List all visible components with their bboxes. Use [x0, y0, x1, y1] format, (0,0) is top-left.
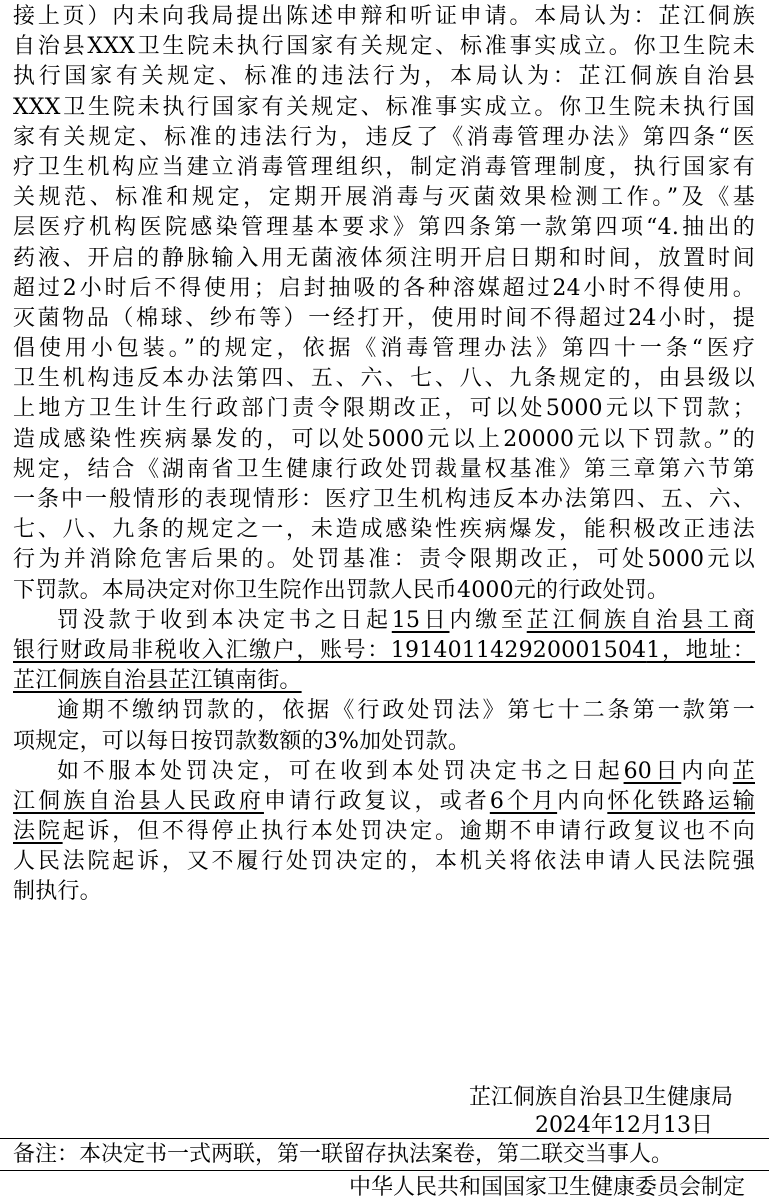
- appeal-government: 江侗族自治县人民政府: [13, 788, 264, 814]
- payment-line: 罚没款于收到本决定书之日起15日内缴至芷江侗族自治县工商: [57, 607, 755, 633]
- appeal-court: 怀化铁路运输: [607, 788, 755, 814]
- appeal-line: 江侗族自治县人民政府申请行政复议，或者6个月内向怀化铁路运输: [13, 788, 755, 814]
- body-line: 造成感染性疾病暴发的，可以处5000元以上20000元以下罚款。”的: [13, 426, 755, 452]
- body-line: 倡使用小包装。”的规定，依据《消毒管理办法》第四十一条“医疗: [13, 336, 755, 362]
- payment-deadline: 15日: [391, 607, 450, 633]
- late-fee-line: 项规定，可以每日按罚款数额的3%加处罚款。: [13, 728, 471, 754]
- body-line: 卫生机构违反本办法第四、五、六、七、八、九条规定的，由县级以: [13, 366, 755, 392]
- decision-body: [13, 2, 755, 908]
- issuing-authority: 芷江侗族自治县卫生健康局: [468, 1085, 733, 1110]
- body-line: 疗卫生机构应当建立消毒管理组织，制定消毒管理制度，执行国家有: [13, 154, 755, 180]
- divider: [0, 1138, 769, 1139]
- appeal-line: 制执行。: [13, 879, 102, 905]
- body-line: 层医疗机构医院感染管理基本要求》第四条第一款第四项“4.抽出的: [13, 215, 755, 241]
- payment-address: 芷江侗族自治县芷江镇南街。: [13, 668, 302, 694]
- remark-note: 备注：本决定书一式两联，第一联留存执法案卷，第二联交当事人。: [13, 1142, 674, 1167]
- payment-line: [13, 666, 755, 696]
- body-line: 药液、开启的静脉输入用无菌液体须注明开启日期和时间，放置时间: [13, 245, 755, 271]
- appeal-line: 法院起诉，但不得停止执行本处罚决定。逾期不申请行政复议也不向: [13, 819, 755, 845]
- body-line: 灭菌物品（棉球、纱布等）一经打开，使用时间不得超过24小时，提: [13, 305, 755, 331]
- body-line: 七、八、九条的规定之一，未造成感染性疾病爆发，能积极改正违法: [13, 517, 755, 543]
- payment-bank: 芷江侗族自治县工商: [526, 607, 755, 633]
- body-line: 一条中一般情形的表现情形：医疗卫生机构违反本办法第四、五、六、: [13, 487, 755, 512]
- form-maker: 中华人民共和国国家卫生健康委员会制定: [348, 1175, 745, 1200]
- body-line: 接上页）内未向我局提出陈述申辩和听证申请。本局认为：芷江侗族: [13, 4, 755, 29]
- signature-block: [469, 1084, 733, 1140]
- body-line: 家有关规定、标准的违法行为，违反了《消毒管理办法》第四条“医: [13, 124, 755, 150]
- body-line: 规定，结合《湖南省卫生健康行政处罚裁量权基准》第三章第六节第: [13, 456, 755, 482]
- divider: [0, 1170, 769, 1171]
- appeal-line: 人民法院起诉，又不履行处罚决定的，本机关将依法申请人民法院强: [13, 849, 755, 875]
- appeal-deadline: 60日: [623, 758, 682, 784]
- appeal-line: 如不服本处罚决定，可在收到本处罚决定书之日起60日内向芷: [57, 758, 755, 784]
- late-fee-line: 逾期不缴纳罚款的，依据《行政处罚法》第七十二条第一款第一: [57, 698, 755, 724]
- body-line: XXX卫生院未执行国家有关规定、标准事实成立。你卫生院未执行国: [13, 94, 755, 120]
- appeal-months: 6个月: [489, 788, 558, 814]
- body-line: 上地方卫生计生行政部门责令限期改正，可以处5000元以下罚款；: [13, 396, 755, 422]
- body-line: 关规范、标准和规定，定期开展消毒与灭菌效果检测工作。”及《基: [13, 185, 755, 211]
- body-line: 超过2小时后不得使用；启封抽吸的各种溶媒超过24小时不得使用。: [13, 275, 755, 301]
- body-line: 行为并消除危害后果的。处罚基准：责令限期改正，可处5000元以: [13, 547, 755, 573]
- body-line: 下罚款。本局决定对你卫生院作出罚款人民币4000元的行政处罚。: [13, 577, 670, 603]
- payment-account: 银行财政局非税收入汇缴户，账号：191401142920001504: [13, 637, 647, 663]
- body-line: 执行国家有关规定、标准的违法行为，本局认为：芷江侗族自治县: [13, 64, 755, 90]
- body-line: 自治县XXX卫生院未执行国家有关规定、标准事实成立。你卫生院未: [13, 34, 755, 60]
- issue-date: 2024年12月13日: [535, 1113, 713, 1138]
- payment-line: 银行财政局非税收入汇缴户，账号：1914011429200015041，地址：: [13, 637, 756, 663]
